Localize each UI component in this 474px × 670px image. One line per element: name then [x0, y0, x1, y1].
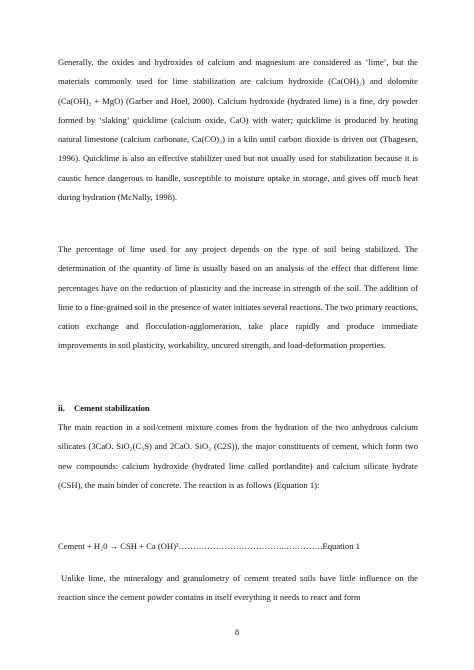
paragraph-cement-reaction: The main reaction in a soil/cement mixture comes from the hydration of the two anhydrous calcium silicates (3CaO. SiO₂(C₃S) and 2CaO. SiO₂ (C2S)), the major constituents of cement, which form two new compounds: calcium hydroxide (hydrated lime called portlandite) and calcium silicate hydrate (CSH), the main binder of concrete. The reaction is as follows (Equation 1):	[58, 422, 418, 490]
section-number: ii.	[58, 403, 65, 413]
page-number: 8	[234, 627, 240, 637]
paragraph-cement-vs-lime: Unlike lime, the mineralogy and granulometry of cement treated soils have little influence on the reaction since the cement powder contains in itself everything it needs to react and form	[58, 573, 418, 603]
section-title: Cement stabilization	[74, 403, 150, 413]
section-heading	[58, 399, 150, 418]
equation-1: Cement + H₂0 → CSH + Ca (OH)²………………………………..………….Equation 1	[58, 541, 360, 551]
paragraph-lime-overview: Generally, the oxides and hydroxides of calcium and magnesium are considered as ‘lime’, but the materials commonly used for lime stabilization are calcium hydroxide (Ca(OH)₂) and dolomite (Ca(OH)₂ + MgO) (Garber and Hoel, 2000). Calcium hydroxide (hydrated lime) is a fine, dry powder formed by ‘slaking’ quicklime (calcium oxide, CaO) with water; quicklime is produced by heating natural limestone (calcium carbonate, Ca(CO)₃) in a kiln until carbon dioxide is driven out (Thagesen, 1996). Quicklime is also an effective stabilizer used but not usually used for stabilization because it is caustic hence dangerous to handle, susceptible to moisture uptake in storage, and gives off much heat during hydration (McNally, 1998).	[58, 57, 418, 203]
paragraph-lime-percentage: The percentage of lime used for any project depends on the type of soil being stabilized. The determination of the quantity of lime is usually based on an analysis of the effect that different lime percentages have on the reduction of plasticity and the increase in strength of the soil. The addition of lime to a fine-grained soil in the presence of water initiates several reactions. The two primary reactions, cation exchange and flocculation-agglomeration, take place rapidly and produce immediate improvements in soil plasticity, workability, uncured strength, and load-deformation properties.	[58, 244, 418, 351]
